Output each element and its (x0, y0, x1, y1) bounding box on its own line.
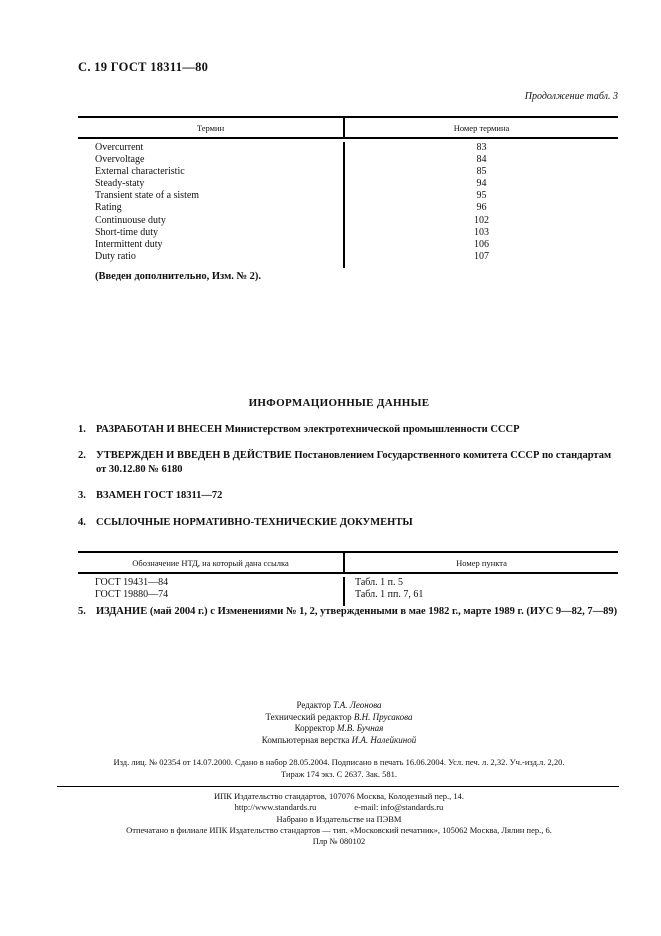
refs-col1-header: Обозначение НТД, на который дана ссылка (78, 553, 345, 572)
references-table-body (78, 574, 618, 606)
printer-note: Отпечатано в филиале ИПК Издательство стандартов — тип. «Московский печатник», 105062 Москва, Лялин пер., 6. (126, 824, 552, 835)
ntd-cell: ГОСТ 19880—74 (78, 589, 345, 601)
page-header: С. 19 ГОСТ 18311—80 (78, 60, 209, 74)
editor-name: Т.А. Леонова (333, 700, 382, 710)
item-number: 5. (78, 606, 86, 617)
plr-number: Плр № 080102 (312, 836, 366, 847)
term-cell: Steady-staty (78, 178, 345, 190)
terms-table-col1-header: Термин (78, 118, 345, 137)
editor-line (60, 723, 618, 735)
terms-table (78, 116, 618, 268)
term-number-cell: 106 (474, 238, 489, 250)
term-cell: Duty ratio (78, 251, 345, 263)
item-text: ССЫЛОЧНЫЕ НОРМАТИВНО-ТЕХНИЧЕСКИЕ ДОКУМЕНТЫ (96, 516, 413, 528)
info-items-list (78, 423, 619, 542)
editor-line (60, 735, 618, 747)
editor-name: М.В. Бучная (336, 723, 384, 734)
references-table (78, 551, 618, 606)
term-number-cell: 95 (476, 190, 487, 202)
editor-line (60, 700, 618, 712)
term-number-cell: 107 (474, 250, 489, 262)
clause-cell: Табл. 1 пп. 7, 61 (355, 589, 424, 601)
term-cell: Short-time duty (78, 227, 345, 239)
table-row (78, 202, 618, 214)
section-title: ИНФОРМАЦИОННЫЕ ДАННЫЕ (248, 397, 430, 409)
item-text: УТВЕРЖДЕН И ВВЕДЕН В ДЕЙСТВИЕ Постановлением Государственного комитета СССР по стандартам от 30.12.80 № 6180 (96, 450, 612, 475)
imprint-line: Тираж 174 экз. С 2637. Зак. 581. (280, 769, 398, 779)
table-row (78, 142, 618, 154)
table-row (78, 227, 618, 239)
footer-rule (57, 786, 619, 787)
list-item (78, 516, 619, 529)
term-number-cell: 85 (476, 166, 487, 178)
publisher-block (40, 791, 638, 847)
table-row (78, 190, 618, 202)
publisher-email: e-mail: info@standards.ru (354, 802, 444, 813)
info-item-5 (78, 605, 619, 631)
term-cell: Overcurrent (78, 142, 345, 154)
item-text: РАЗРАБОТАН И ВНЕСЕН Министерством электротехнической промышленности СССР (96, 424, 520, 435)
terms-table-header (78, 116, 618, 139)
imprint-block (40, 756, 638, 780)
typeset-note: Набрано в Издательстве на ПЭВМ (276, 813, 402, 824)
table-row (78, 215, 618, 227)
item-number: 3. (78, 490, 86, 502)
ntd-cell: ГОСТ 19431—84 (78, 577, 345, 589)
item-number: 4. (78, 516, 86, 528)
references-table-header (78, 551, 618, 574)
terms-table-body (78, 139, 618, 268)
terms-table-col2-header: Номер термина (453, 123, 510, 133)
editor-line (60, 712, 618, 724)
item-text: ВЗАМЕН ГОСТ 18311—72 (96, 490, 223, 502)
term-number-cell: 103 (474, 226, 489, 238)
term-cell: External characteristic (78, 166, 345, 178)
publisher-contacts (40, 802, 638, 813)
term-number-cell: 83 (476, 142, 487, 153)
list-item (78, 489, 619, 502)
table-row (78, 166, 618, 178)
term-cell: Overvoltage (78, 154, 345, 166)
term-number-cell: 102 (474, 214, 489, 226)
table-row (78, 239, 618, 251)
amendment-note: (Введен дополнительно, Изм. № 2). (95, 271, 262, 282)
term-number-cell: 84 (476, 154, 487, 166)
item-number: 1. (78, 424, 86, 435)
refs-col2-header: Номер пункта (456, 558, 507, 568)
list-item (78, 605, 619, 618)
publisher-address: ИПК Издательство стандартов, 107076 Москва, Колодезный пер., 14. (214, 791, 464, 801)
item-text: ИЗДАНИЕ (май 2004 г.) с Изменениями № 1, 2, утвержденными в мае 1982 г., марте 1989 г. (ИУС 9—82, 7—89) (96, 606, 618, 617)
term-cell: Intermittent duty (78, 239, 345, 251)
table-row (78, 589, 618, 601)
publisher-website: http://www.standards.ru (234, 802, 317, 813)
list-item (78, 449, 619, 476)
imprint-line: Изд. лиц. № 02354 от 14.07.2000. Сдано в набор 28.05.2004. Подписано в печать 16.06.2004. Усл. печ. л. 2,32. Уч.-изд.л. 2,20. (113, 757, 565, 767)
table-continuation-caption: Продолжение табл. 3 (524, 91, 618, 102)
table-divider-stub (78, 263, 618, 268)
editor-name: В.Н. Прусакова (353, 711, 413, 722)
table-row (78, 251, 618, 263)
list-item (78, 423, 619, 436)
term-cell: Rating (78, 202, 345, 214)
item-number: 2. (78, 450, 86, 462)
table-row (78, 178, 618, 190)
term-number-cell: 96 (476, 202, 487, 214)
table-row (78, 154, 618, 166)
editors-block (60, 700, 618, 747)
editor-role: Корректор (294, 723, 337, 734)
editor-role: Технический редактор (265, 711, 354, 722)
editor-name: И.А. Налейкиной (351, 735, 417, 746)
term-cell: Continuouse duty (78, 215, 345, 227)
term-number-cell: 94 (476, 178, 487, 190)
term-cell: Transient state of a sistem (78, 190, 345, 202)
editor-role: Редактор (296, 700, 334, 710)
table-row (78, 577, 618, 589)
clause-cell: Табл. 1 п. 5 (355, 577, 403, 588)
editor-role: Компьютерная верстка (261, 735, 352, 746)
